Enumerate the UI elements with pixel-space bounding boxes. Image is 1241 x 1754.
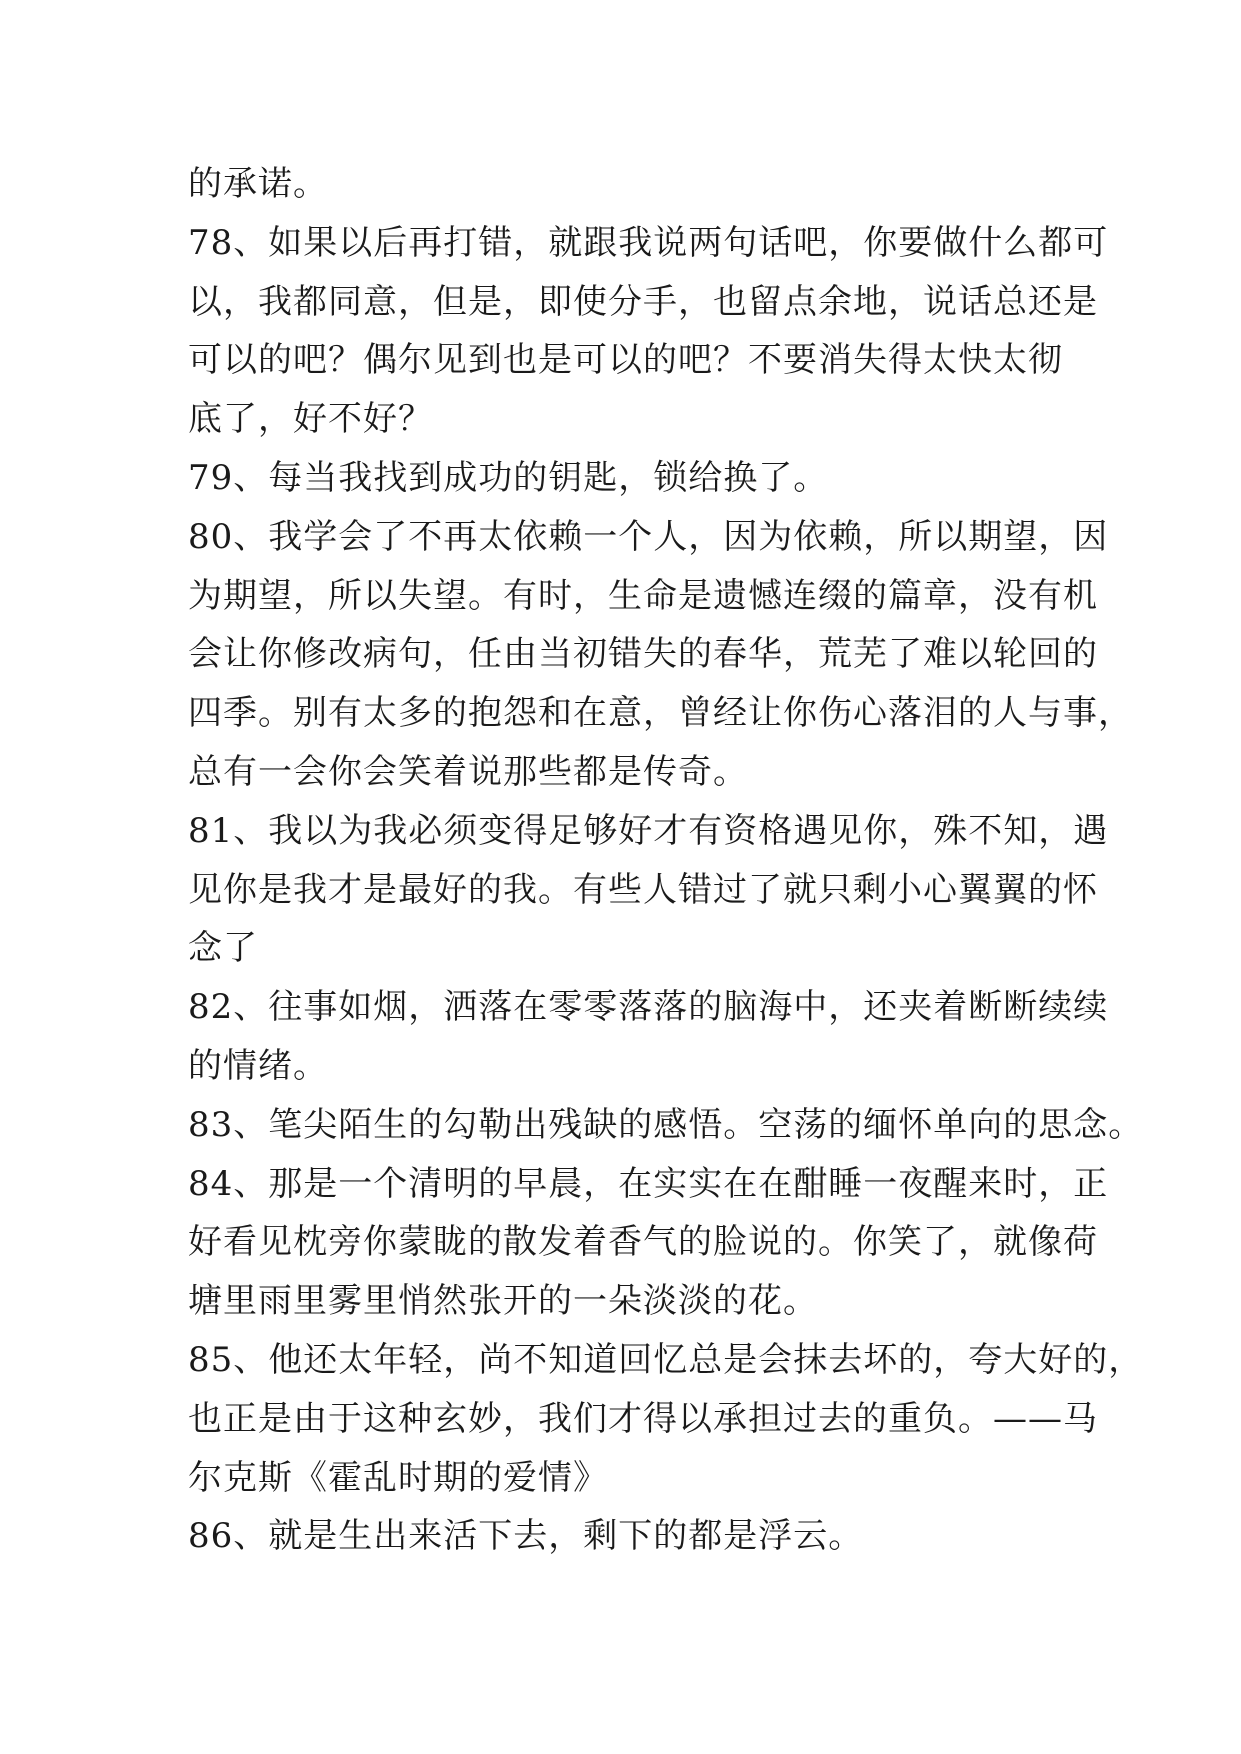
text-line: 的承诺。 [188, 164, 328, 204]
text-line: 86、就是生出来活下去，剩下的都是浮云。 [188, 1516, 864, 1557]
text-line: 80、我学会了不再太依赖一个人，因为依赖，所以期望，因 [188, 516, 1109, 557]
document-body [188, 155, 1144, 1566]
text-line: 84、那是一个清明的早晨，在实实在在酣睡一夜醒来时，正 [188, 1163, 1109, 1204]
text-line: 好看见枕旁你蒙眬的散发着香气的脸说的。你笑了，就像荷 [188, 1222, 1098, 1263]
text-line: 底了，好不好？ [188, 399, 433, 440]
text-line: 塘里雨里雾里悄然张开的一朵淡淡的花。 [188, 1281, 818, 1322]
text-line: 82、往事如烟，洒落在零零落落的脑海中，还夹着断断续续 [188, 987, 1109, 1028]
text-line: 79、每当我找到成功的钥匙，锁给换了。 [188, 457, 829, 498]
text-line: 85、他还太年轻，尚不知道回忆总是会抹去坏的，夸大好的， [188, 1339, 1144, 1380]
text-line: 也正是由于这种玄妙，我们才得以承担过去的重负。——马 [188, 1398, 1098, 1439]
text-line: 总有一会你会笑着说那些都是传奇。 [188, 751, 748, 792]
text-line: 念了 [188, 928, 258, 969]
text-line: 尔克斯《霍乱时期的爱情》 [188, 1457, 608, 1498]
text-line: 为期望，所以失望。有时，生命是遗憾连缀的篇章，没有机 [188, 575, 1098, 616]
text-line: 以，我都同意，但是，即使分手，也留点余地，说话总还是 [188, 281, 1098, 322]
text-line: 的情绪。 [188, 1045, 328, 1086]
text-line: 四季。别有太多的抱怨和在意，曾经让你伤心落泪的人与事， [188, 693, 1133, 734]
text-line: 会让你修改病句，任由当初错失的春华，荒芜了难以轮回的 [188, 634, 1098, 675]
text-line: 83、笔尖陌生的勾勒出残缺的感悟。空荡的缅怀单向的思念。 [188, 1104, 1144, 1145]
text-line: 78、如果以后再打错，就跟我说两句话吧，你要做什么都可 [188, 222, 1109, 263]
text-line: 见你是我才是最好的我。有些人错过了就只剩小心翼翼的怀 [188, 869, 1098, 910]
text-line: 可以的吧？偶尔见到也是可以的吧？不要消失得太快太彻 [188, 340, 1063, 381]
text-line: 81、我以为我必须变得足够好才有资格遇见你，殊不知，遇 [188, 810, 1109, 851]
